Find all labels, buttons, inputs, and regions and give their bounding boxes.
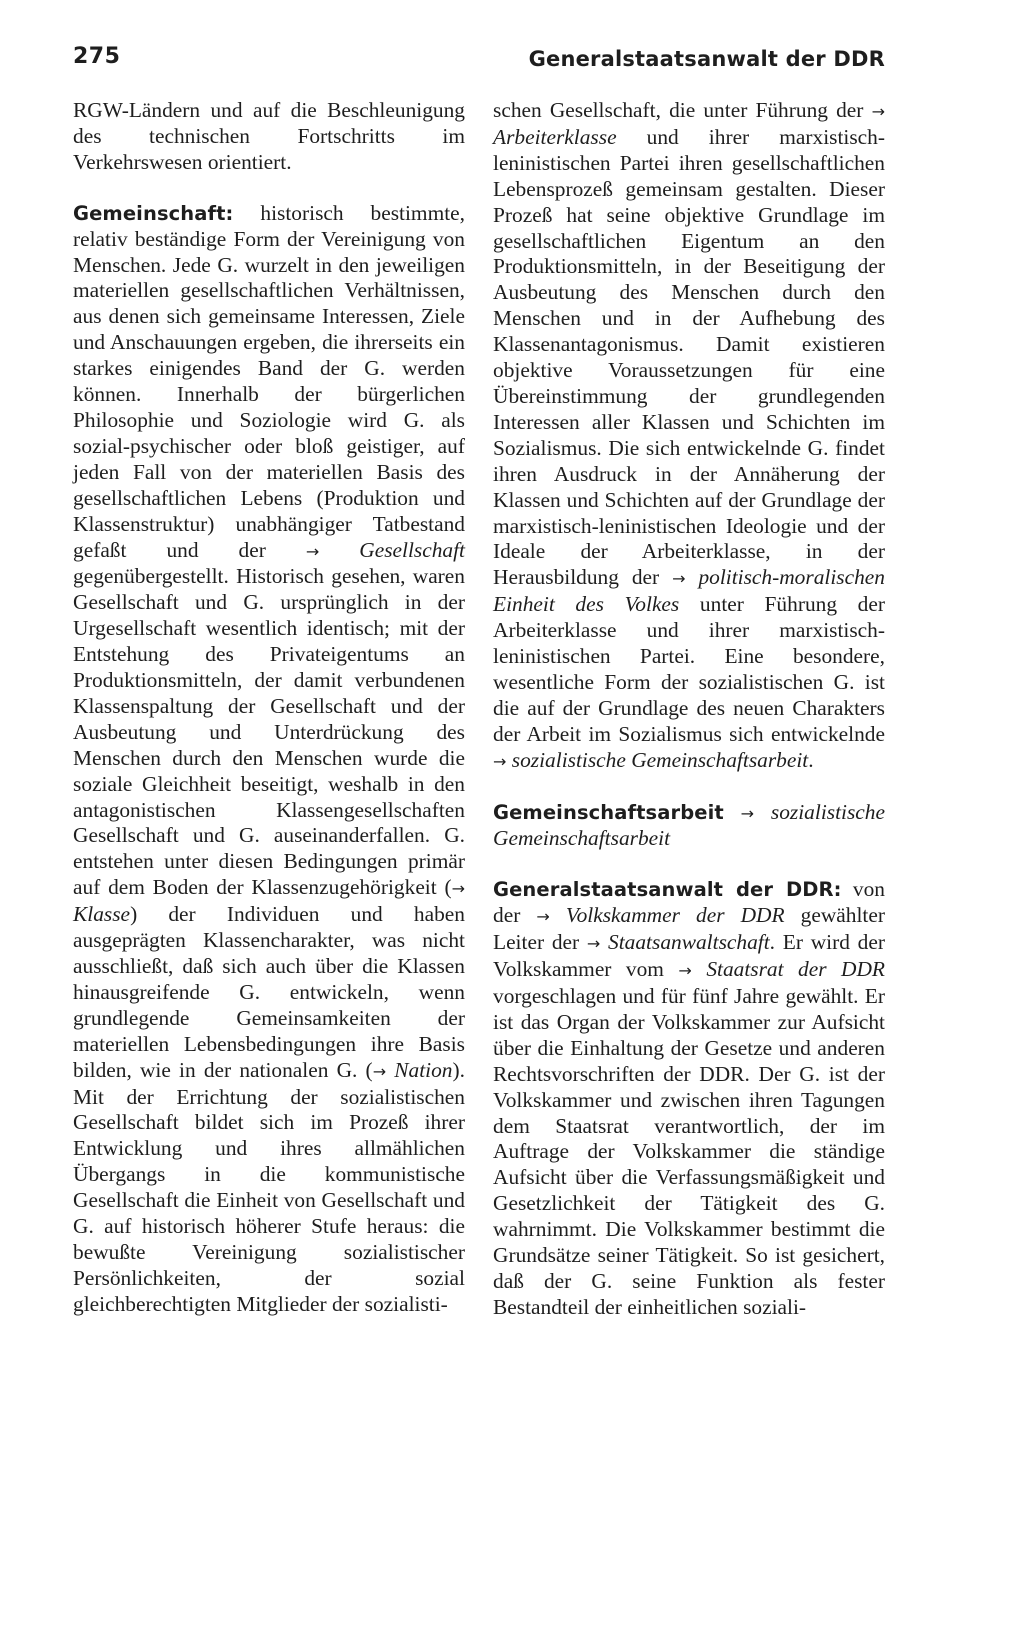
body-text: unter Führung der Arbeiterklasse und ihrer marxistisch-leninistischen Partei. Eine besondere, wesentliche Form der sozialistischen G. ist die auf der Grundlage des neuen Charakters der Arbeit im Sozialismus sich entwickelnde [493,592,885,746]
entry-headword: Gemeinschaftsarbeit [493,800,724,824]
cross-reference-arrow-icon: → [305,541,320,561]
body-text: ). Mit der Errichtung der sozialistischen Gesellschaft bildet sich im Prozeß ihrer Entwicklung und ihres allmählichen Übergangs in die kommunistische Gesellschaft die Einheit von Gesellschaft und G. auf historisch höherer Stufe heraus: die bewußte Vereinigung sozialistischer Persönlichkeiten, der sozial gleichberechtigten Mitglieder der sozialisti- [73,1057,465,1316]
body-text: . Er wird der Volkskammer vom [493,930,885,982]
cross-reference-link[interactable]: sozialistische Gemeinschaftsarbeit [493,799,885,851]
body-text: gegenübergestellt. Historisch gesehen, waren Gesellschaft und G. ursprünglich in der Urgesellschaft wesentlich identisch; mit der Entstehung des Privateigentums an Produktionsmitteln, der damit verbundenen Klassenspaltung der Gesellschaft und der Ausbeutung und Unterdrückung des Menschen durch den Menschen wurde die soziale Gleichheit beseitigt, weshalb in den antagonistischen Klassengesellschaften Gesellschaft und G. auseinanderfallen. G. entstehen unter diesen Bedingungen primär auf dem Boden der Klassenzugehörigkeit ( [73,564,465,900]
body-text: schen Gesellschaft, die unter Führung der [493,98,872,122]
cross-reference-link[interactable]: Volkskammer der DDR [565,903,785,928]
cross-reference-arrow-icon: → [586,934,601,954]
entry-generalstaatsanwalt [493,877,885,1320]
cross-reference-link[interactable]: sozialistische Gemeinschaftsarbeit [511,747,809,772]
running-head: Generalstaatsanwalt der DDR [528,47,885,71]
cross-reference-link[interactable]: Staatsanwaltschaft [608,930,770,955]
right-column [493,98,885,1321]
body-text: und ihrer marxistisch-leninistischen Partei ihren gesellschaftlichen Lebensprozeß gemeinsam gestalten. Dieser Prozeß hat seine objektive Grundlage im gesellschaftlichen Eigentum an den Produktionsmitteln, in der Beseitigung der Ausbeutung des Menschen durch den Menschen und in der Aufhebung des Klassenantagonismus. Damit existieren objektive Voraussetzungen für eine Übereinstimmung der grundlegenden Interessen aller Klassen und Schichten im Sozialismus. Die sich entwickelnde G. findet ihren Ausdruck in der Annäherung der Klassen und Schichten auf der Grundlage der marxistisch-leninistischen Ideologie und der Ideale der Arbeiterklasse, in der Herausbildung der [493,124,885,590]
cross-reference-arrow-icon: → [536,907,550,927]
left-column [73,98,465,1318]
cross-reference-link[interactable]: Arbeiterklasse [493,124,617,149]
body-text: gewählter Leiter der [493,903,885,955]
entry-headword: Gemeinschaft: [73,201,234,225]
paragraph-continuation [493,98,885,775]
cross-reference-arrow-icon: → [672,569,686,589]
body-text: . [808,747,814,772]
body-text: historisch bestimmte, relativ beständige Form der Vereinigung von Menschen. Jede G. wurzelt in den jeweiligen materiellen gesellschaftlichen Verhältnissen, aus denen sich gemeinsame Interessen, Ziele und Anschauungen ergeben, die ihrerseits ein starkes einigendes Band der G. werden können. Innerhalb der bürgerlichen Philosophie und Soziologie wird G. als sozial-psychischer oder bloß geistiger, auf jeden Fall von der materiellen Basis des gesellschaftlichen Lebens (Produktion und Klassenstruktur) unabhängiger Tatbestand gefaßt und der [73,200,465,562]
cross-reference-link[interactable]: Gesellschaft [359,537,465,562]
entry-gemeinschaftsarbeit [493,800,885,853]
body-text: vorgeschlagen und für fünf Jahre gewählt. Er ist das Organ der Volkskammer zur Aufsicht über die Einhaltung der Gesetze und anderen Rechtsvorschriften der DDR. Der G. ist der Volkskammer und zwischen ihren Tagungen dem Staatsrat verantwortlich, der im Auftrage der Volkskammer die ständige Aufsicht über die Verfassungsmäßigkeit und Gesetzlichkeit der Tätigkeit des G. wahrnimmt. Die Volkskammer bestimmt die Grundsätze seiner Tätigkeit. So ist gesichert, daß der G. seine Funktion als fester Bestandteil der einheitlichen soziali- [493,984,885,1319]
cross-reference-link[interactable]: politisch-moralischen Einheit des Volkes [493,565,885,617]
cross-reference-arrow-icon: → [493,751,507,771]
cross-reference-link[interactable]: Nation [394,1057,453,1082]
cross-reference-link[interactable]: Staatsrat der DDR [706,957,885,982]
cross-reference-arrow-icon: → [740,803,755,823]
paragraph-continuation [73,98,465,176]
body-text: RGW-Ländern und auf die Beschleunigung des technischen Fortschritts im Verkehrswesen orientiert. [73,98,465,174]
cross-reference-arrow-icon: → [871,102,885,121]
body-text: von der [493,877,885,928]
cross-reference-arrow-icon: → [678,961,692,981]
cross-reference-link[interactable]: Klasse [73,902,131,927]
page-number: 275 [73,44,121,69]
entry-gemeinschaft [73,201,465,1318]
cross-reference-arrow-icon: → [451,879,465,899]
entry-headword: Generalstaatsanwalt der DDR: [493,878,842,902]
body-text: ) der Individuen und haben ausgeprägten Klassencharakter, was nicht ausschließt, daß sich auch über die Klassen hinausgreifende G. entwickeln, wenn grundlegende Gemeinsamkeiten der materiellen Lebensbedingungen ihre Basis bilden, wie in der nationalen G. ( [73,902,465,1082]
cross-reference-arrow-icon: → [372,1061,387,1081]
